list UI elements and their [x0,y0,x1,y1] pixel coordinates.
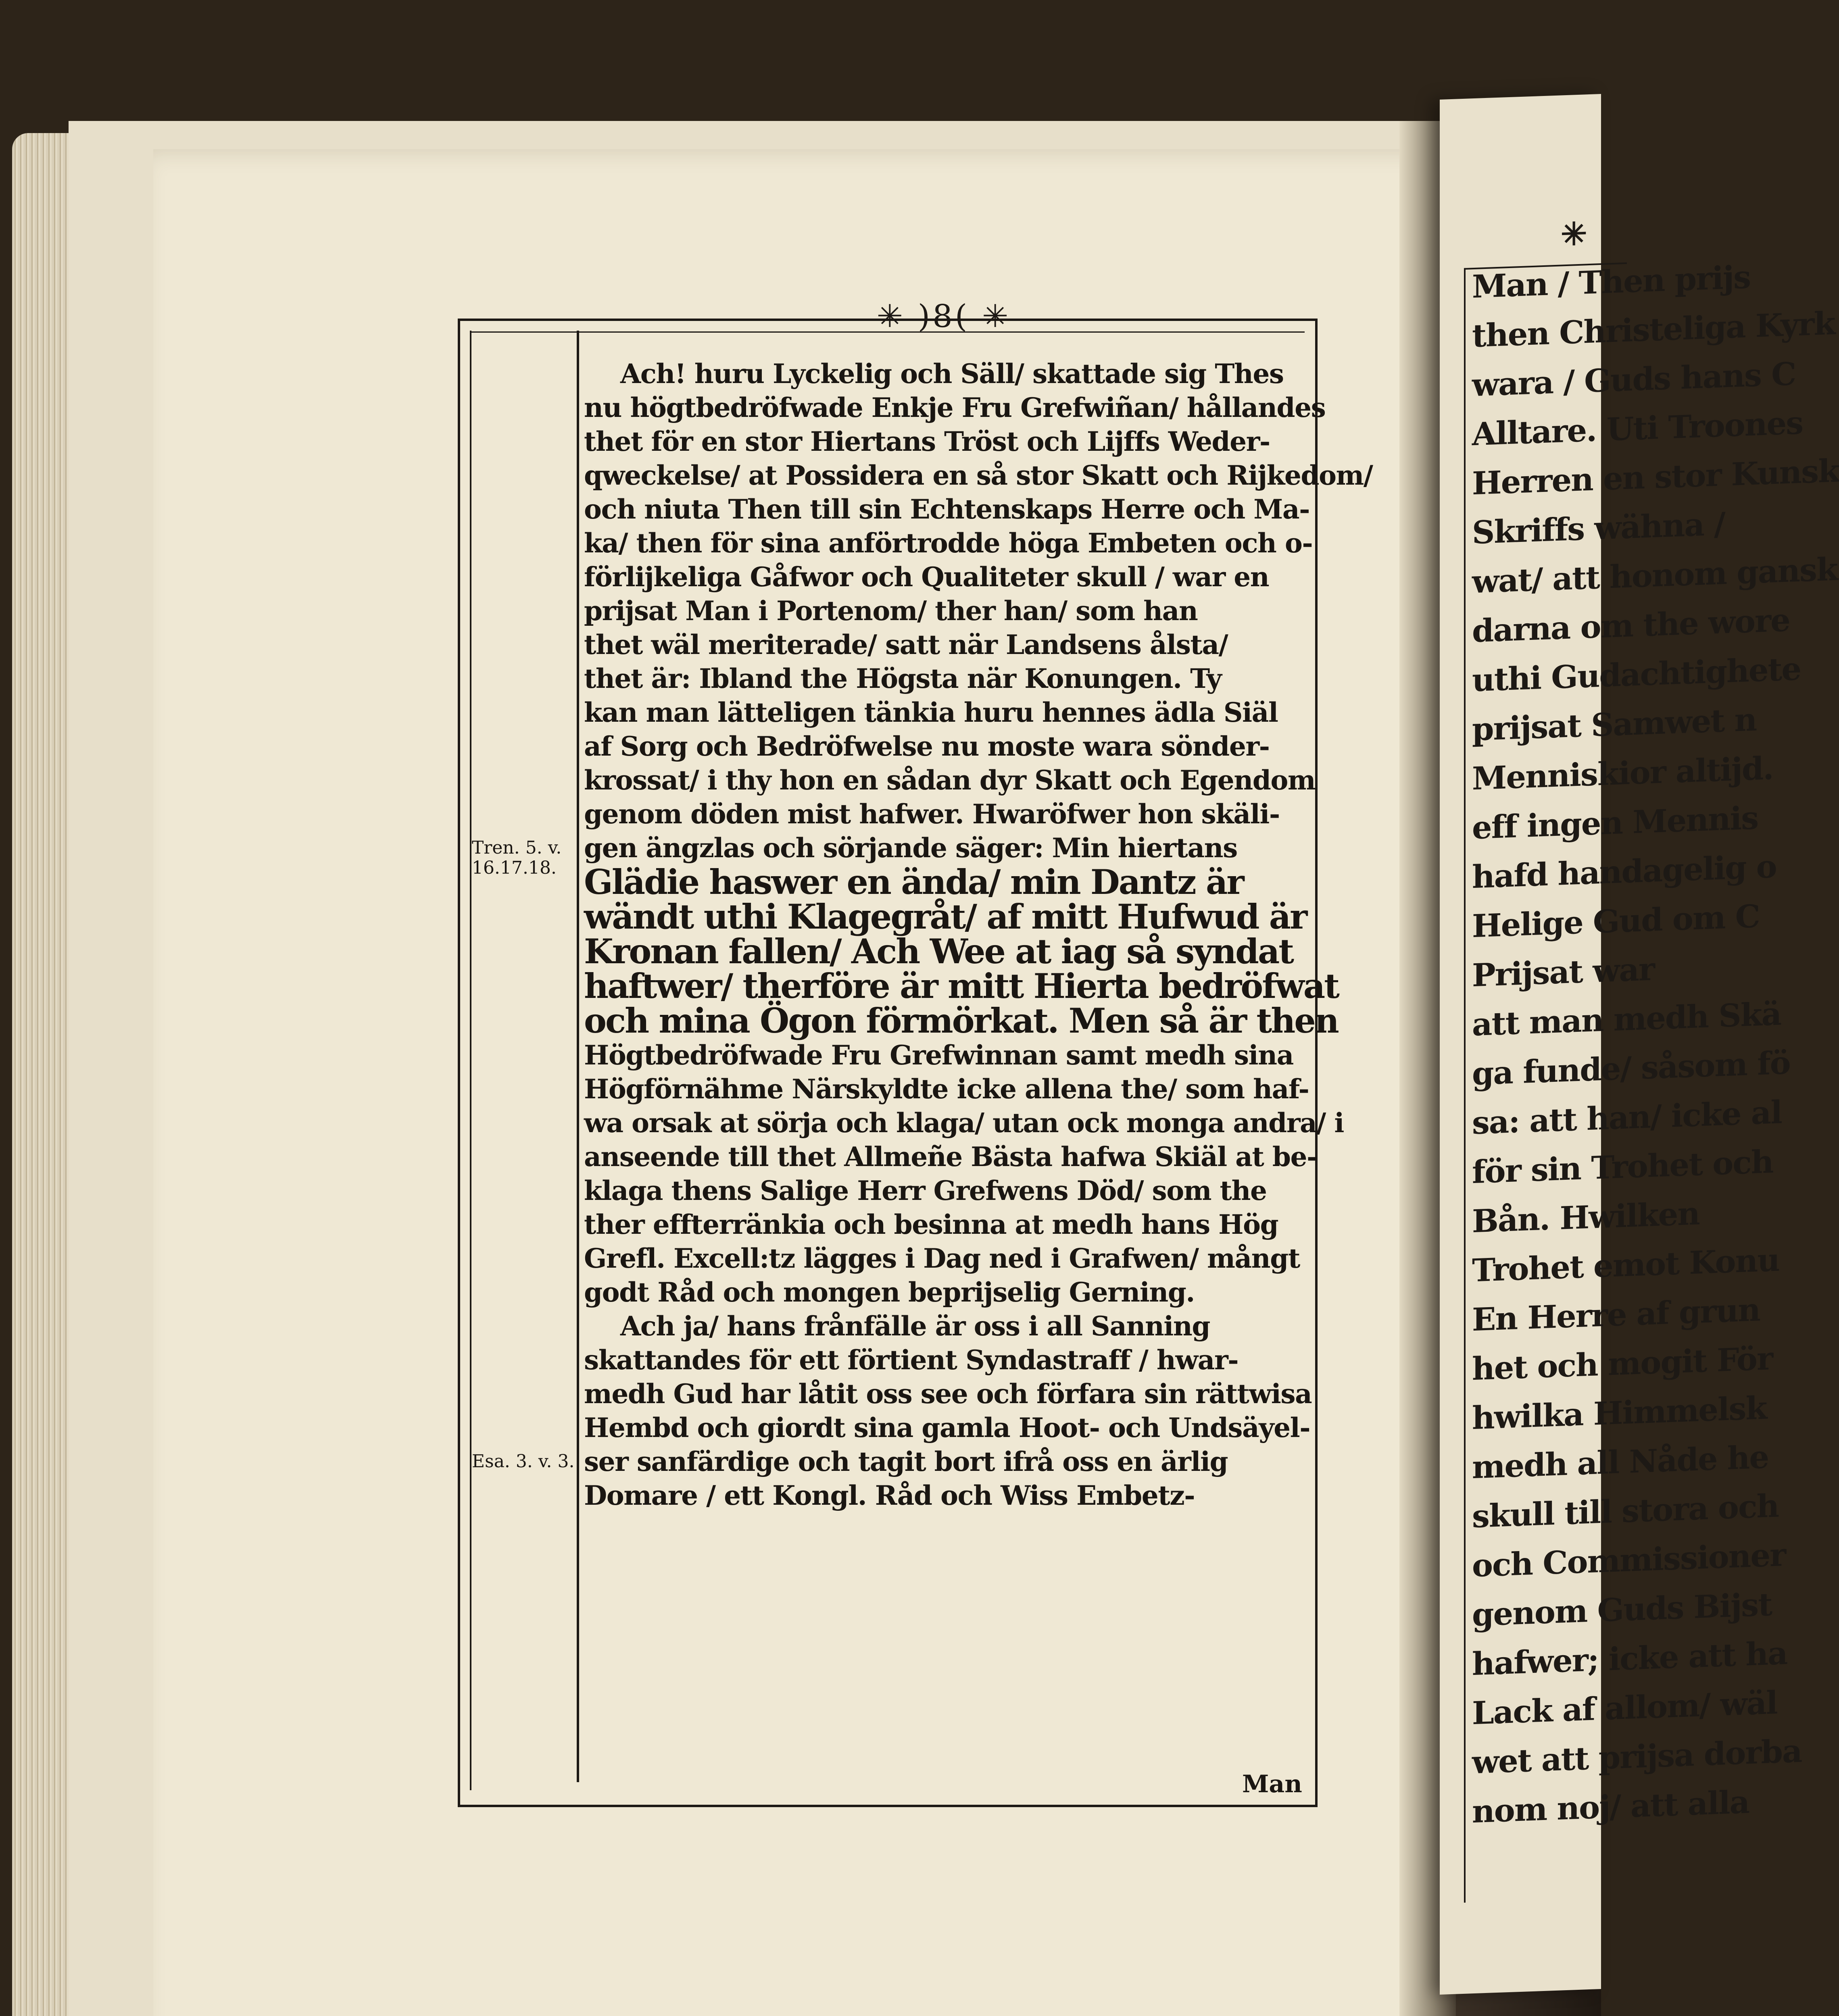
text-line: wa orsak at sörja och klaga/ utan ock monga andra/ i [584,1107,1344,1139]
text-line: Ach! huru Lyckelig och Säll/ skattade sig Thes [620,358,1284,389]
body-text [584,357,1373,1512]
facing-text-line: then Christeliga Kyrk [1472,305,1835,355]
facing-text-line: darna om the wore [1472,602,1790,650]
text-line: wändt uthi Klagegråt/ af mitt Hufwud är [584,897,1307,937]
facing-text-line: wat/ att honom gansk [1472,551,1838,601]
margin-rule-inner [577,331,579,1782]
facing-text-line: medh all Nåde he [1472,1439,1769,1486]
facing-text-line: ga funde/ såsom fö [1472,1044,1790,1093]
text-line: Kronan fallen/ Ach Wee at iag så syndat [584,931,1293,971]
text-line: kan man lätteligen tänkia huru hennes ädla Siäl [584,697,1278,728]
text-line: klaga thens Salige Herr Grefwens Död/ som the [584,1175,1267,1206]
facing-text-line: genom Guds Bijst [1472,1586,1772,1634]
facing-text-line: sa: att han/ icke al [1472,1094,1782,1142]
text-line: Ach ja/ hans frånfälle är oss i all Sanning [620,1310,1210,1342]
text-line: skattandes för ett förtient Syndastraff / hwar- [584,1344,1239,1376]
facing-text-line: Alltare. Uti Troones [1472,404,1803,453]
text-line: thet är: Ibland the Högsta när Konungen. Ty [584,663,1222,694]
text-line: Hembd och giordt sina gamla Hoot- och Undsäyel- [584,1412,1310,1443]
facing-text-line: wara / Guds hans C [1472,356,1796,404]
facing-text-line: hafd handagelig o [1472,848,1776,896]
text-line: anseende till thet Allmeñe Bästa hafwa Skiäl at be- [584,1141,1317,1173]
facing-text-line: nom noj/ att alla [1472,1784,1749,1831]
text-line: Glädie haswer en ända/ min Dantz är [584,862,1243,902]
text-line: nu högtbedröfwade Enkje Fru Grefwiñan/ hållandes [584,392,1326,423]
facing-page [1440,94,1839,1995]
margin-note: Esa. 3. v. 3. [472,1451,575,1472]
text-line: godt Råd och mongen beprijselig Gerning. [584,1277,1195,1308]
text-line: haftwer/ therföre är mitt Hierta bedröfwat [584,966,1339,1006]
facing-text-line: Prijsat war [1472,951,1655,994]
facing-text-line: Helige Gud om C [1472,898,1760,945]
text-line: gen ängzlas och sörjande säger: Min hiertans [584,832,1237,864]
text-line: och mina Ögon förmörkat. Men så är then [584,1001,1338,1041]
text-line: qweckelse/ at Possidera en så stor Skatt och Rijkedom/ [584,460,1373,491]
margin-note: Tren. 5. v. [472,837,562,858]
text-line: krossat/ i thy hon en sådan dyr Skatt och Egendom [584,764,1316,796]
text-line: Högförnähme Närskyldte icke allena the/ som haf- [584,1073,1309,1105]
margin-note: 16.17.18. [472,858,557,879]
facing-page-text [1440,94,1839,1831]
facing-text-line: Skriffs wähna / [1472,506,1725,552]
facing-text-line: eff ingen Mennis [1472,800,1758,847]
facing-text-line: Trohet emot Konu [1472,1241,1779,1289]
text-line: genom döden mist hafwer. Hwaröfwer hon skäli- [584,798,1280,830]
text-line: ser sanfärdige och tagit bort ifrå oss en ärlig [584,1446,1228,1477]
facing-text-line: uthi Gudachtighete [1472,650,1801,699]
catchword: Man [1242,1770,1302,1798]
facing-text-line: het och mogit För [1472,1340,1773,1388]
text-line: ka/ then för sina anförtrodde höga Embeten och o- [584,527,1313,559]
facing-text-line: Man / Then prijs [1472,259,1751,306]
text-line: Domare / ett Kongl. Råd och Wiss Embetz- [584,1480,1195,1511]
text-line: prijsat Man i Portenom/ ther han/ som han [584,595,1198,627]
text-line: ther effterränkia och besinna at medh hans Hög [584,1209,1278,1240]
text-line: thet för en stor Hiertans Tröst och Lijffs Weder- [584,426,1270,457]
facing-text-line: Herren en stor Kunsk [1472,452,1839,502]
margin-rule-outer [470,331,471,1790]
text-line: Grefl. Excell:tz lägges i Dag ned i Grafwen/ mångt [584,1243,1300,1274]
text-line: thet wäl meriterade/ satt när Landsens ålsta/ [584,629,1228,660]
facing-text-line: prijsat Samwet n [1472,701,1757,748]
facing-text-line: Lack af allom/ wäl [1472,1684,1777,1732]
facing-text-line: wet att prijsa dorba [1472,1733,1802,1781]
text-line: medh Gud har låtit oss see och förfara sin rättwisa [584,1378,1312,1410]
facing-text-line: och Commissioner [1472,1537,1786,1585]
facing-text-line: ✳ [1561,215,1587,253]
facing-text-line: hafwer; icke att ha [1472,1635,1787,1683]
facing-text-line: skull till stora och [1472,1487,1779,1535]
text-line: förlijkeliga Gåfwor och Qualiteter skull / war en [584,561,1269,593]
facing-text-line: En Herre af grun [1472,1291,1760,1339]
text-line: Högtbedröfwade Fru Grefwinnan samt medh sina [584,1039,1293,1071]
text-line: och niuta Then till sin Echtenskaps Herre och Ma- [584,494,1309,525]
running-head: ✳ )8( ✳ [876,298,1011,335]
text-line: af Sorg och Bedröfwelse nu moste wara sönder- [584,731,1270,762]
facing-text-line: hwilka Himmelsk [1472,1389,1767,1437]
facing-text-line: för sin Trohet och [1472,1143,1773,1191]
facing-text-line: att man medh Skä [1472,996,1781,1043]
facing-text-line: Bån. Hwilken [1472,1195,1699,1240]
facing-text-line: Menniskior altijd. [1472,750,1773,798]
